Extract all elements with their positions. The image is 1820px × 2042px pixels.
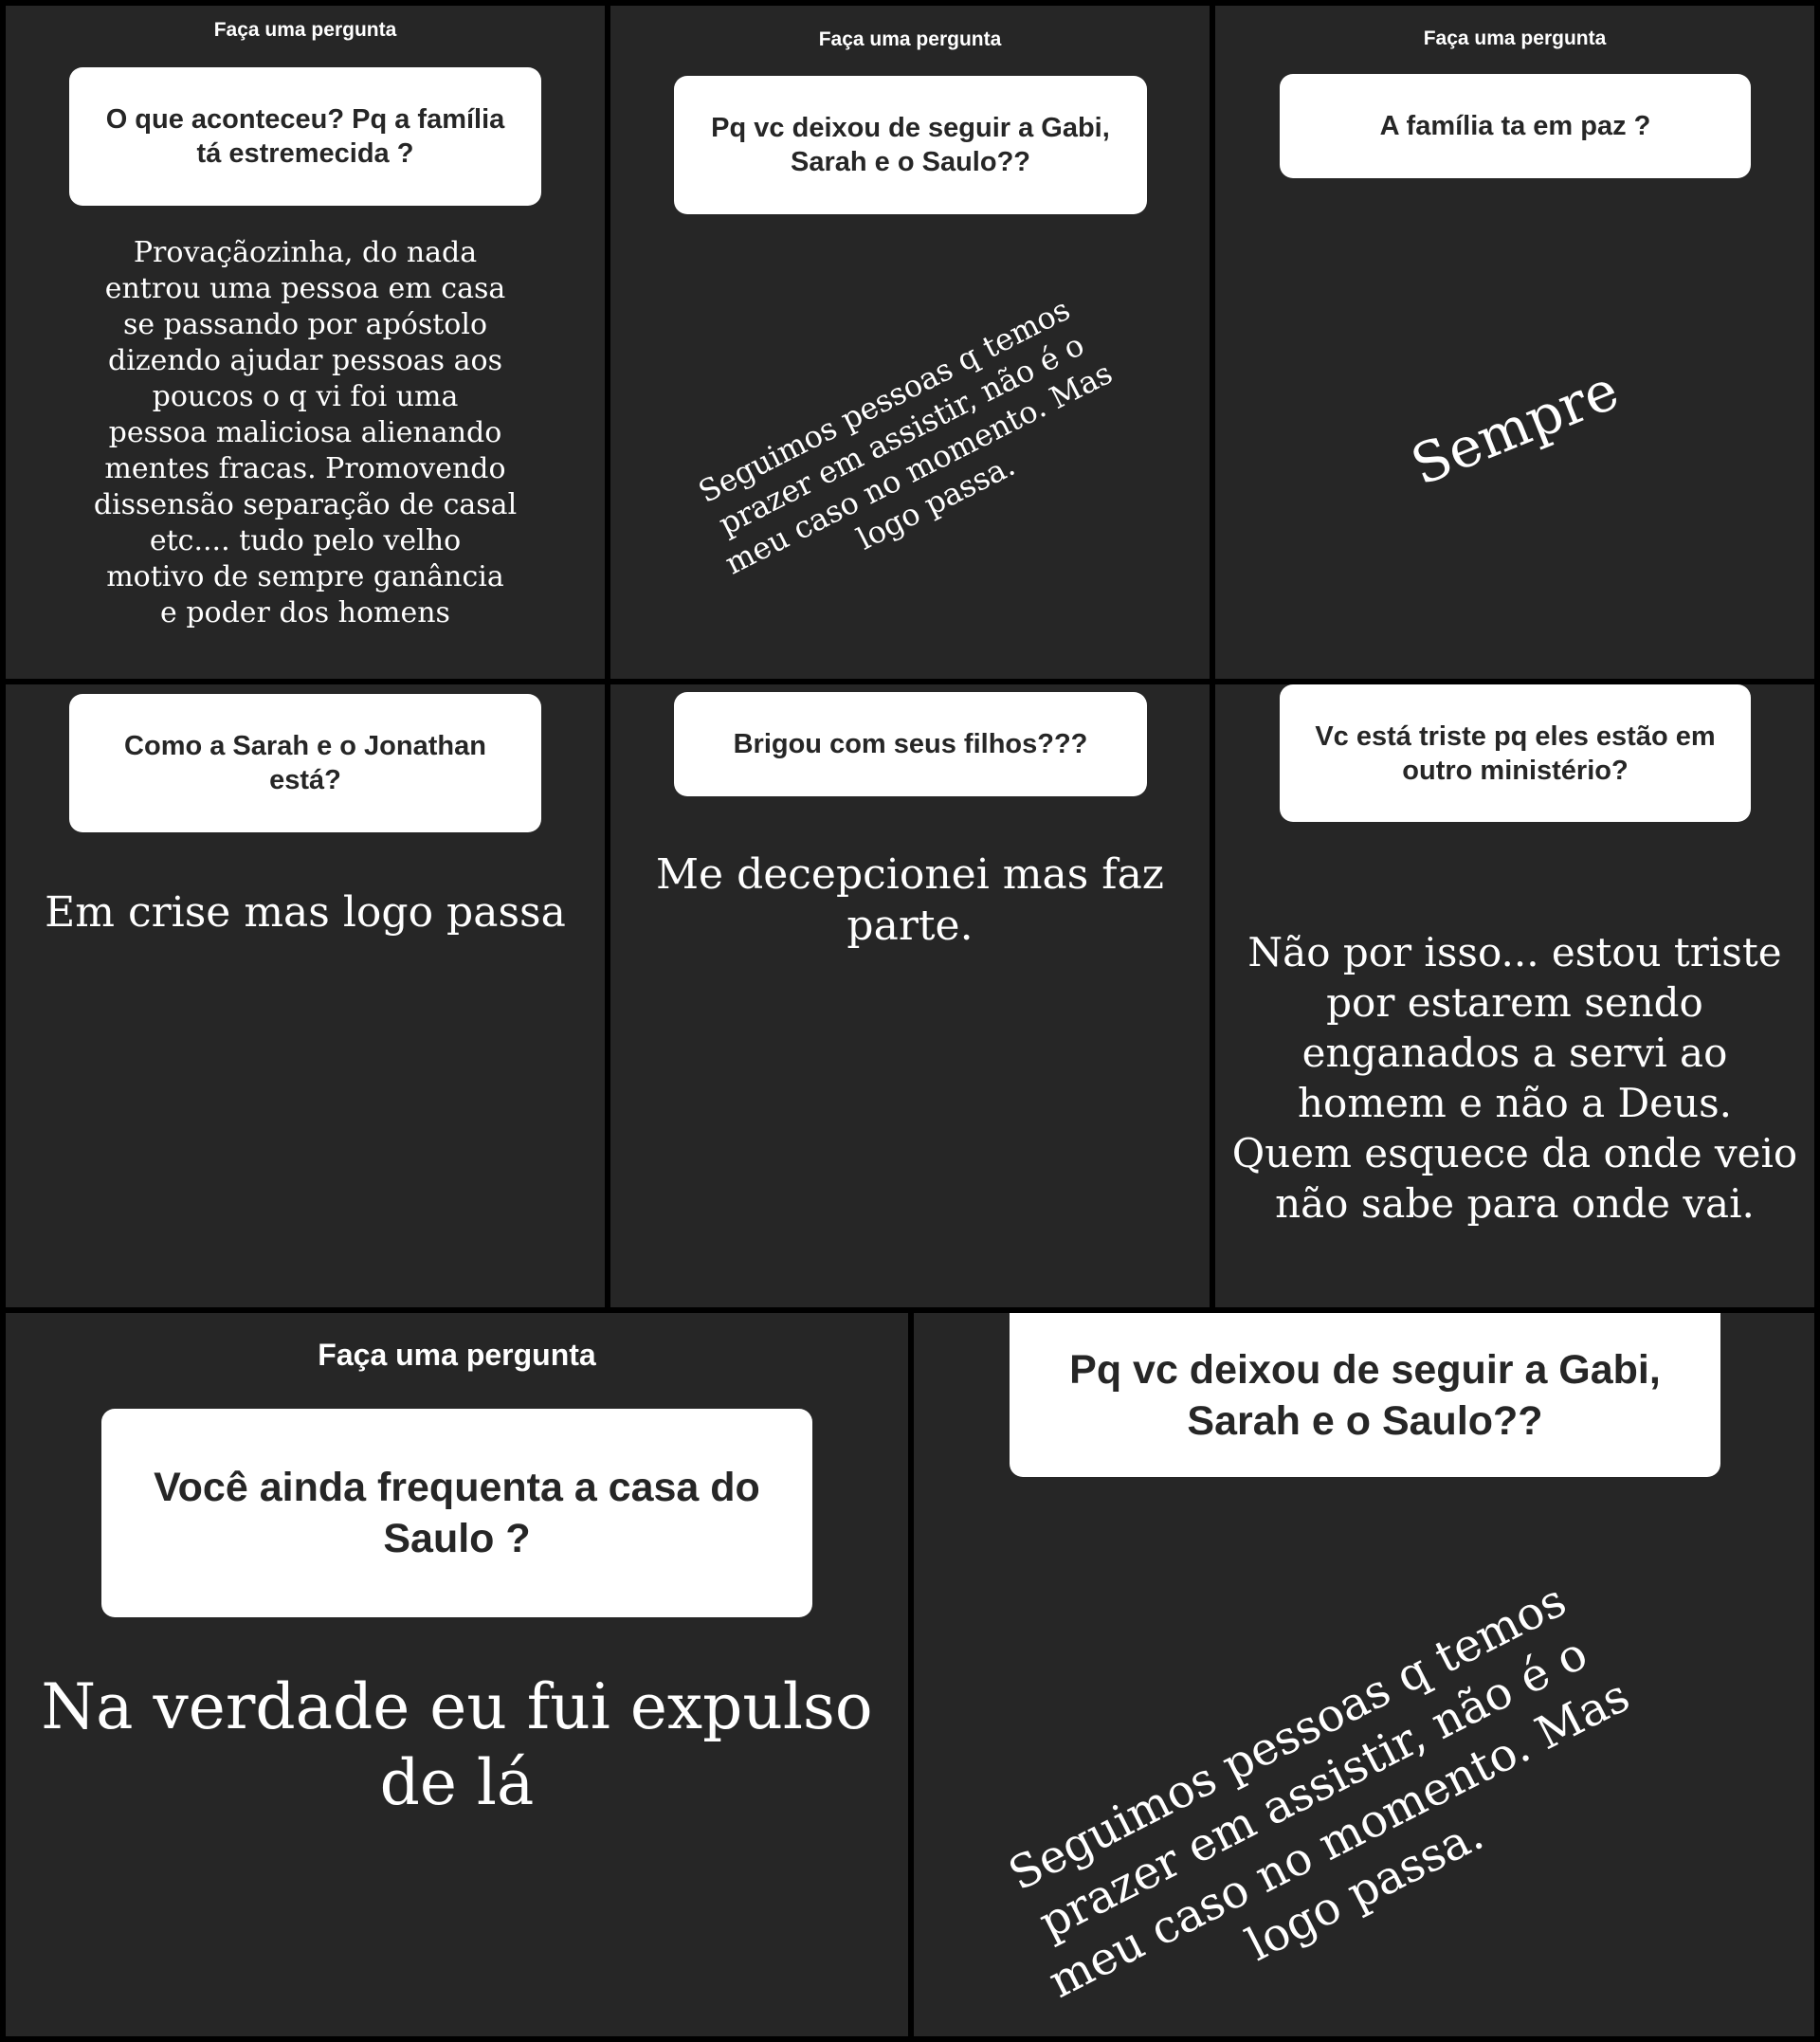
question-box	[101, 1409, 812, 1617]
question-text: Você ainda frequenta a casa do Saulo ?	[154, 1465, 760, 1561]
question-text: A família ta em paz ?	[1379, 111, 1651, 141]
question-box	[1010, 1313, 1720, 1477]
story-panel-6	[1215, 684, 1814, 1307]
question-text: Como a Sarah e o Jonathan está?	[124, 731, 486, 795]
question-text: Brigou com seus filhos???	[733, 729, 1088, 759]
question-box	[1280, 74, 1751, 178]
story-panel-8	[914, 1313, 1814, 2036]
answer-text: Provaçãozinha, do nada entrou uma pessoa em casa se passando por apóstolo dizendo ajudar pessoas aos poucos o q vi foi uma pessoa maliciosa alienando mentes fracas. Promovendo dissensão separação de casal etc.... tudo pelo velho motivo de sempre ganância e poder dos homens	[93, 236, 518, 629]
question-box	[674, 692, 1147, 796]
question-text: Vc está triste pq eles estão em outro ministério?	[1315, 720, 1716, 786]
question-text: Pq vc deixou de seguir a Gabi, Sarah e o Saulo??	[1069, 1346, 1661, 1444]
question-box	[69, 67, 541, 206]
question-box	[69, 694, 541, 832]
answer-text: Sempre	[1402, 356, 1628, 499]
story-header: Faça uma pergunta	[1423, 27, 1607, 49]
question-text: Pq vc deixou de seguir a Gabi, Sarah e o Saulo??	[711, 113, 1110, 177]
answer-text: Não por isso... estou triste por estarem sendo enganados a servi ao homem e não a Deus. Quem esquece da onde veio não sabe para onde vai.	[1231, 929, 1798, 1227]
story-header: Faça uma pergunta	[818, 28, 1002, 50]
question-box	[674, 76, 1147, 214]
question-text: O que aconteceu? Pq a família tá estremecida ?	[105, 104, 505, 169]
answer-text: Seguimos pessoas q temos prazer em assistir, não é o meu caso no momento. Mas logo passa.	[1000, 1574, 1638, 2009]
answer-text: Seguimos pessoas q temos prazer em assistir, não é o meu caso no momento. Mas logo passa.	[692, 291, 1119, 582]
story-panel-4	[6, 684, 605, 1307]
story-panel-5	[610, 684, 1210, 1307]
story-header: Faça uma pergunta	[318, 1338, 596, 1372]
answer-text: Na verdade eu fui expulso de lá	[41, 1670, 873, 1819]
answer-text: Me decepcionei mas faz parte.	[656, 850, 1164, 950]
answer-text: Em crise mas logo passa	[45, 888, 566, 937]
story-panel-7	[6, 1313, 908, 2036]
story-header: Faça uma pergunta	[213, 19, 397, 41]
question-box	[1280, 684, 1751, 822]
story-panel-3	[1215, 6, 1814, 679]
story-panel-2	[610, 6, 1210, 679]
story-panel-1	[6, 6, 605, 679]
